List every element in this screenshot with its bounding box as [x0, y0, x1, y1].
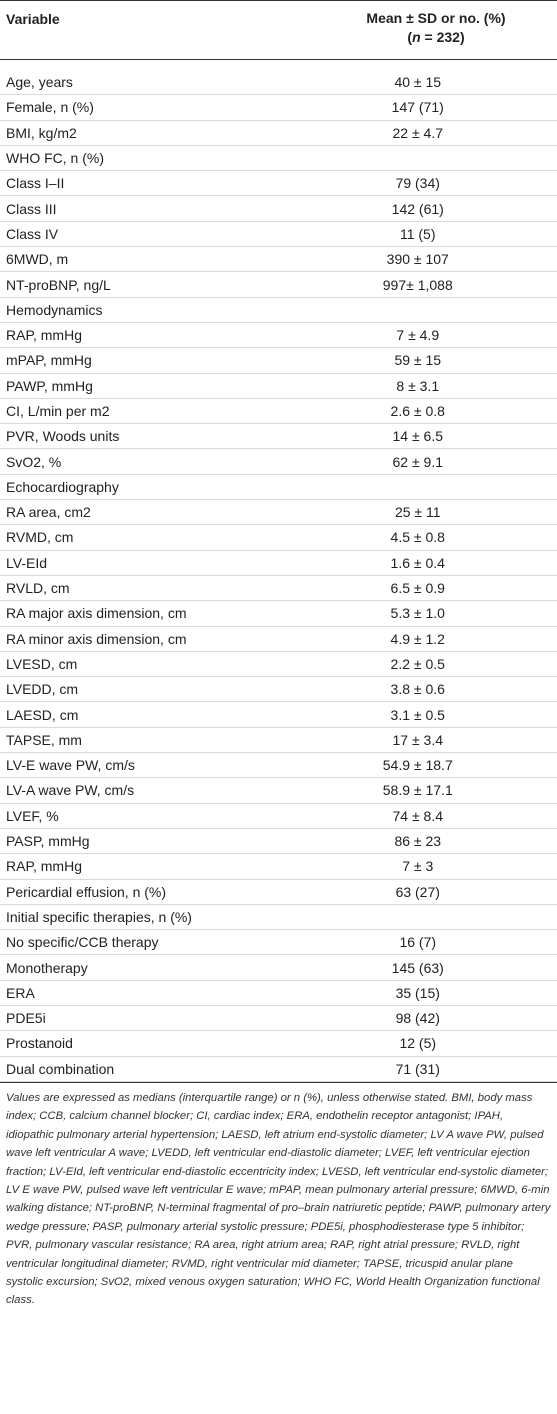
- row-value: 14 ± 6.5: [279, 424, 557, 449]
- table-row: [0, 145, 557, 170]
- row-label: LVEF, %: [0, 803, 279, 828]
- row-label: RVMD, cm: [0, 525, 279, 550]
- row-value: 86 ± 23: [279, 828, 557, 853]
- table-row: [0, 854, 557, 879]
- table-body: [0, 60, 557, 1081]
- table-row: [0, 297, 557, 322]
- table-row: [0, 525, 557, 550]
- table-row: [0, 980, 557, 1005]
- row-label: Echocardiography: [0, 474, 279, 499]
- row-value: 25 ± 11: [279, 500, 557, 525]
- row-value: 8 ± 3.1: [279, 373, 557, 398]
- row-value: 7 ± 3: [279, 854, 557, 879]
- table-row: [0, 879, 557, 904]
- table-row: [0, 449, 557, 474]
- row-value: 35 (15): [279, 980, 557, 1005]
- table-row: [0, 955, 557, 980]
- table-row: [0, 778, 557, 803]
- data-table: [0, 60, 557, 1082]
- row-label: RAP, mmHg: [0, 854, 279, 879]
- row-value: [279, 904, 557, 929]
- table-row: [0, 424, 557, 449]
- row-value: 4.5 ± 0.8: [279, 525, 557, 550]
- header-value: [321, 9, 551, 59]
- row-label: ERA: [0, 980, 279, 1005]
- table-row: [0, 120, 557, 145]
- header-value-line1: Mean ± SD or no. (%): [366, 10, 506, 26]
- row-label: Prostanoid: [0, 1031, 279, 1056]
- row-value: [279, 145, 557, 170]
- row-label: mPAP, mmHg: [0, 348, 279, 373]
- row-label: RAP, mmHg: [0, 322, 279, 347]
- table-row: [0, 348, 557, 373]
- header-variable: Variable: [6, 11, 60, 27]
- row-label: TAPSE, mm: [0, 727, 279, 752]
- table-row: [0, 474, 557, 499]
- row-value: [279, 297, 557, 322]
- table-row: [0, 575, 557, 600]
- row-label: BMI, kg/m2: [0, 120, 279, 145]
- row-value: 12 (5): [279, 1031, 557, 1056]
- table-row: [0, 500, 557, 525]
- table-row: [0, 1056, 557, 1081]
- row-value: 22 ± 4.7: [279, 120, 557, 145]
- row-value: 390 ± 107: [279, 247, 557, 272]
- row-value: 142 (61): [279, 196, 557, 221]
- row-label: PVR, Woods units: [0, 424, 279, 449]
- table-row: [0, 904, 557, 929]
- row-label: NT-proBNP, ng/L: [0, 272, 279, 297]
- row-value: 79 (34): [279, 171, 557, 196]
- table-row: [0, 753, 557, 778]
- table-footnote: Values are expressed as medians (interquartile range) or n (%), unless otherwise stated. BMI, body mass index; CCB, calcium channel blocker; CI, cardiac index; ERA, endothelin receptor antagonist; IPAH, idiopathic pulmonary arterial hypertension; LAESD, left atrium end-systolic diameter; LV A wave PW, pulsed wave left ventricular A wave; LVEDD, left ventricular end-diastolic diameter; LVEF, left ventricular ejection fraction; LV-EId, left ventricular end-diastolic eccentricity index; LVESD, left ventricular end-systolic diameter; LV E wave PW, pulsed wave left ventricular E wave; mPAP, mean pulmonary arterial pressure; 6MWD, 6-min walking distance; NT-proBNP, N-terminal fragmental of pro–brain natriuretic peptide; PAWP, pulmonary artery wedge pressure; PASP, pulmonary arterial systolic pressure; PDE5i, phosphodiesterase type 5 inhibitor; PVR, pulmonary vascular resistance; RA area, right atrium area; RAP, right atrial pressure; RVLD, right ventricular longitudinal diameter; RVMD, right ventricular mid diameter; TAPSE, tricuspid anular plane systolic excursion; SvO2, mixed venous oxygen saturation; WHO FC, World Health Organization functional class.: [6, 1091, 551, 1307]
- row-label: RA major axis dimension, cm: [0, 601, 279, 626]
- row-label: Pericardial effusion, n (%): [0, 879, 279, 904]
- row-value: 98 (42): [279, 1005, 557, 1030]
- table-row: [0, 550, 557, 575]
- row-value: 145 (63): [279, 955, 557, 980]
- row-label: Monotherapy: [0, 955, 279, 980]
- table-row: [0, 95, 557, 120]
- row-value: 58.9 ± 17.1: [279, 778, 557, 803]
- table-row: [0, 322, 557, 347]
- row-value: 2.6 ± 0.8: [279, 398, 557, 423]
- row-label: Initial specific therapies, n (%): [0, 904, 279, 929]
- table-row: [0, 272, 557, 297]
- row-value: 40 ± 15: [279, 70, 557, 95]
- row-value: 2.2 ± 0.5: [279, 651, 557, 676]
- row-value: 3.1 ± 0.5: [279, 702, 557, 727]
- row-value: 54.9 ± 18.7: [279, 753, 557, 778]
- row-value: 7 ± 4.9: [279, 322, 557, 347]
- row-value: 3.8 ± 0.6: [279, 677, 557, 702]
- table-row: [0, 171, 557, 196]
- table-row: [0, 196, 557, 221]
- row-label: LVESD, cm: [0, 651, 279, 676]
- table-row: [0, 828, 557, 853]
- row-label: Class I–II: [0, 171, 279, 196]
- table-row: [0, 727, 557, 752]
- row-label: 6MWD, m: [0, 247, 279, 272]
- row-value: 4.9 ± 1.2: [279, 626, 557, 651]
- table-row: [0, 398, 557, 423]
- row-value: 11 (5): [279, 221, 557, 246]
- table-row: [0, 221, 557, 246]
- table-header: [0, 1, 557, 59]
- row-label: Hemodynamics: [0, 297, 279, 322]
- table-row: [0, 677, 557, 702]
- row-value: 62 ± 9.1: [279, 449, 557, 474]
- row-value: 5.3 ± 1.0: [279, 601, 557, 626]
- row-label: SvO2, %: [0, 449, 279, 474]
- header-value-line2: (n = 232): [407, 29, 465, 45]
- row-label: RA area, cm2: [0, 500, 279, 525]
- row-label: Age, years: [0, 70, 279, 95]
- row-label: PDE5i: [0, 1005, 279, 1030]
- row-label: PAWP, mmHg: [0, 373, 279, 398]
- row-label: CI, L/min per m2: [0, 398, 279, 423]
- table-row: [0, 626, 557, 651]
- row-value: [279, 474, 557, 499]
- table-row: [0, 930, 557, 955]
- table-row: [0, 803, 557, 828]
- row-label: Dual combination: [0, 1056, 279, 1081]
- row-value: 74 ± 8.4: [279, 803, 557, 828]
- row-value: 997± 1,088: [279, 272, 557, 297]
- row-value: 1.6 ± 0.4: [279, 550, 557, 575]
- row-label: LV-EId: [0, 550, 279, 575]
- row-label: LV-E wave PW, cm/s: [0, 753, 279, 778]
- row-label: No specific/CCB therapy: [0, 930, 279, 955]
- row-value: 59 ± 15: [279, 348, 557, 373]
- row-value: 6.5 ± 0.9: [279, 575, 557, 600]
- row-label: WHO FC, n (%): [0, 145, 279, 170]
- table-row: [0, 601, 557, 626]
- row-label: Female, n (%): [0, 95, 279, 120]
- row-value: 16 (7): [279, 930, 557, 955]
- table-row: [0, 373, 557, 398]
- row-value: 17 ± 3.4: [279, 727, 557, 752]
- row-value: 63 (27): [279, 879, 557, 904]
- table-row: [0, 247, 557, 272]
- row-label: LV-A wave PW, cm/s: [0, 778, 279, 803]
- row-label: RA minor axis dimension, cm: [0, 626, 279, 651]
- table-spacer: [0, 60, 557, 70]
- row-label: LAESD, cm: [0, 702, 279, 727]
- table-row: [0, 1031, 557, 1056]
- table-row: [0, 70, 557, 95]
- table-row: [0, 702, 557, 727]
- row-value: 147 (71): [279, 95, 557, 120]
- row-label: RVLD, cm: [0, 575, 279, 600]
- row-label: PASP, mmHg: [0, 828, 279, 853]
- table-row: [0, 651, 557, 676]
- table-row: [0, 1005, 557, 1030]
- row-label: Class III: [0, 196, 279, 221]
- row-value: 71 (31): [279, 1056, 557, 1081]
- row-label: LVEDD, cm: [0, 677, 279, 702]
- row-label: Class IV: [0, 221, 279, 246]
